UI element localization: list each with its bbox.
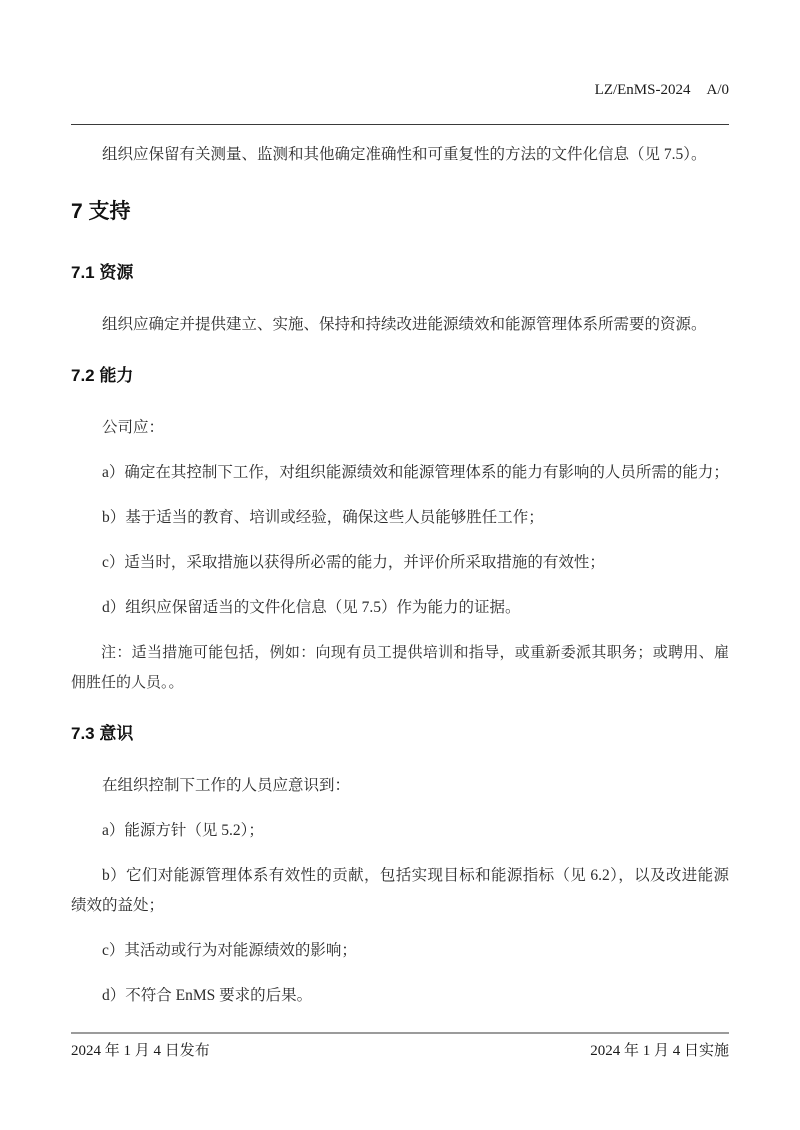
paragraph-7-1: 组织应确定并提供建立、实施、保持和持续改进能源绩效和能源管理体系所需要的资源。 bbox=[102, 316, 707, 333]
section-heading-7-3: 7.3 意识 bbox=[71, 724, 134, 743]
list-item-7-3-b: b）它们对能源管理体系有效性的贡献，包括实现目标和能源指标（见 6.2），以及改进能源绩效的益处； bbox=[71, 867, 729, 914]
page-footer bbox=[71, 1032, 729, 1061]
footer-implementation-date: 2024 年 1 月 4 日实施 bbox=[590, 1043, 729, 1059]
note-7-2: 注：适当措施可能包括，例如：向现有员工提供培训和指导，或重新委派其职务；或聘用、雇佣胜任的人员。。 bbox=[71, 645, 729, 691]
footer-release-date: 2024 年 1 月 4 日发布 bbox=[71, 1043, 210, 1059]
list-item-7-2-b: b）基于适当的教育、培训或经验，确保这些人员能够胜任工作； bbox=[102, 509, 544, 526]
doc-revision: A/0 bbox=[706, 82, 729, 98]
chapter-heading-7: 7 支持 bbox=[71, 200, 131, 223]
document-body bbox=[71, 140, 729, 1011]
header-text bbox=[71, 62, 729, 124]
list-item-7-3-c: c）其活动或行为对能源绩效的影响； bbox=[102, 942, 357, 959]
doc-code: LZ/EnMS-2024 bbox=[594, 82, 691, 98]
paragraph-7-3-intro: 在组织控制下工作的人员应意识到： bbox=[102, 777, 351, 794]
section-heading-7-2: 7.2 能力 bbox=[71, 366, 134, 385]
intro-paragraph: 组织应保留有关测量、监测和其他确定准确性和可重复性的方法的文件化信息（见 7.5）。 bbox=[102, 146, 707, 163]
list-item-7-2-c: c）适当时，采取措施以获得所必需的能力，并评价所采取措施的有效性； bbox=[102, 554, 605, 571]
list-item-7-3-d: d）不符合 EnMS 要求的后果。 bbox=[102, 987, 313, 1004]
section-heading-7-1: 7.1 资源 bbox=[71, 263, 134, 282]
page-header bbox=[71, 0, 729, 125]
paragraph-7-2-intro: 公司应： bbox=[102, 419, 165, 436]
list-item-7-2-d: d）组织应保留适当的文件化信息（见 7.5）作为能力的证据。 bbox=[102, 599, 521, 616]
list-item-7-3-a: a）能源方针（见 5.2）； bbox=[102, 822, 264, 839]
list-item-7-2-a: a）确定在其控制下工作，对组织能源绩效和能源管理体系的能力有影响的人员所需的能力； bbox=[102, 464, 729, 481]
